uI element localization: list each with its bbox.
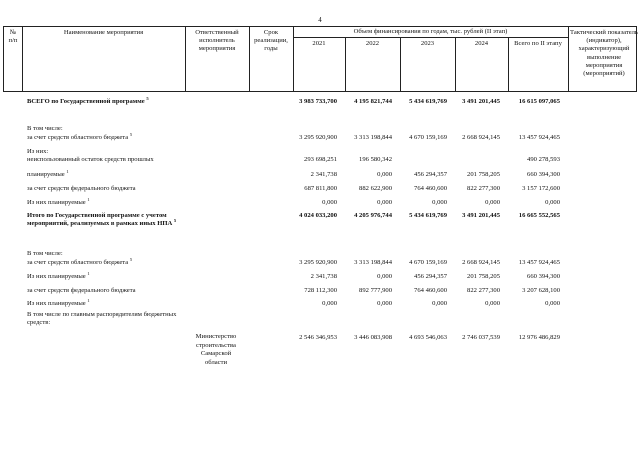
row-value: 3 295 920,900 xyxy=(299,259,337,266)
row-value: 201 758,205 xyxy=(467,273,500,280)
row-value: 5 434 619,769 xyxy=(409,212,447,219)
ministry-value-2024: 2 746 037,539 xyxy=(462,334,500,341)
row-label-text: ВСЕГО по Государственной программе xyxy=(27,98,145,105)
row-label xyxy=(27,156,197,164)
row-value: 4 205 976,744 xyxy=(354,212,392,219)
row-value: 16 615 097,065 xyxy=(518,98,560,105)
row-value: 0,000 xyxy=(377,199,392,206)
row-label xyxy=(27,311,177,327)
row-value: 201 758,205 xyxy=(467,171,500,178)
row-value: 2 668 924,145 xyxy=(462,259,500,266)
row-label-text: Из них: xyxy=(27,148,49,155)
row-label-text: за счет средств федерального бюджета xyxy=(27,185,136,192)
row-value: 13 457 924,465 xyxy=(518,134,560,141)
row-value: 0,000 xyxy=(322,199,337,206)
footnote-marker: 1 xyxy=(87,270,90,276)
header-total: Всего по II этапу xyxy=(514,40,562,47)
header-executor: Ответственный исполнитель мероприятия xyxy=(195,29,239,53)
row-value: 0,000 xyxy=(432,300,447,307)
row-value: 3 313 198,844 xyxy=(354,259,392,266)
row-value: 0,000 xyxy=(322,300,337,307)
footnote-marker: 1 xyxy=(66,168,69,174)
row-value: 764 460,600 xyxy=(414,185,447,192)
footnote-marker: 5 xyxy=(173,217,177,223)
row-label xyxy=(27,250,197,258)
ministry-value-2022: 3 446 083,908 xyxy=(354,334,392,341)
footnote-marker: 5 xyxy=(129,131,133,137)
ministry-value-total: 12 976 486,829 xyxy=(518,334,560,341)
row-label-text: В том числе: xyxy=(27,125,63,132)
row-value: 13 457 924,465 xyxy=(518,259,560,266)
ministry-value-2023: 4 693 546,063 xyxy=(409,334,447,341)
row-value: 660 394,300 xyxy=(527,171,560,178)
header-term: Срок реализации, годы xyxy=(254,29,288,53)
row-value: 660 394,300 xyxy=(527,273,560,280)
row-label-text: за счет средств областного бюджета xyxy=(27,134,129,141)
row-value: 16 665 552,565 xyxy=(518,212,560,219)
footnote-marker: 1 xyxy=(87,196,90,202)
row-value: 3 295 920,900 xyxy=(299,134,337,141)
row-label xyxy=(27,148,197,156)
row-label-text: Итого по Государственной программе с учетом мероприятий, реализуемых в рамках иных НПА xyxy=(27,212,173,227)
row-label-text: В том числе по главным распорядителям бюджетных средств: xyxy=(27,311,177,326)
row-value: 456 294,357 xyxy=(414,273,447,280)
table-header xyxy=(3,26,637,92)
row-value: 456 294,357 xyxy=(414,171,447,178)
row-label-text: В том числе: xyxy=(27,250,63,257)
header-num: № п/п xyxy=(8,29,18,45)
row-label-text: планируемые xyxy=(27,171,65,178)
row-value: 3 313 198,844 xyxy=(354,134,392,141)
row-value: 687 811,800 xyxy=(304,185,337,192)
row-value: 0,000 xyxy=(377,273,392,280)
header-year-2024: 2024 xyxy=(474,40,489,47)
row-value: 0,000 xyxy=(377,171,392,178)
row-value: 3 983 733,700 xyxy=(299,98,337,105)
row-value: 728 112,300 xyxy=(304,287,337,294)
row-value: 5 434 619,769 xyxy=(409,98,447,105)
row-label-text: Из них планируемые xyxy=(27,273,86,280)
row-label xyxy=(27,95,197,106)
row-label xyxy=(27,297,197,308)
ministry-value-2021: 2 546 346,953 xyxy=(299,334,337,341)
row-value: 293 698,251 xyxy=(304,156,337,163)
row-value: 2 341,738 xyxy=(310,273,337,280)
row-value: 822 277,300 xyxy=(467,287,500,294)
row-label xyxy=(27,196,197,207)
row-value: 3 157 172,600 xyxy=(522,185,560,192)
footnote-marker: 5 xyxy=(146,95,149,101)
row-label xyxy=(27,270,197,281)
row-value: 3 207 628,100 xyxy=(522,287,560,294)
row-value: 892 777,900 xyxy=(359,287,392,294)
row-value: 0,000 xyxy=(432,199,447,206)
row-label-text: за счет средств федерального бюджета xyxy=(27,287,136,294)
row-value: 0,000 xyxy=(545,199,560,206)
row-value: 2 341,738 xyxy=(310,171,337,178)
row-label-text: неиспользованный остаток средств прошлых xyxy=(27,156,154,163)
row-value: 0,000 xyxy=(485,199,500,206)
row-value: 0,000 xyxy=(485,300,500,307)
row-label xyxy=(27,185,197,193)
row-label xyxy=(27,125,197,133)
row-label-text: за счет средств областного бюджета xyxy=(27,259,129,266)
row-label xyxy=(27,168,197,179)
row-label xyxy=(27,212,185,228)
row-value: 3 491 201,445 xyxy=(462,98,500,105)
footnote-marker: 5 xyxy=(129,256,133,262)
page-number: 4 xyxy=(318,16,322,24)
row-label xyxy=(27,287,197,295)
row-value: 196 580,342 xyxy=(359,156,392,163)
header-year-2021: 2021 xyxy=(312,40,326,47)
row-value: 490 278,593 xyxy=(527,156,560,163)
row-value: 3 491 201,445 xyxy=(462,212,500,219)
row-value: 882 622,900 xyxy=(359,185,392,192)
header-year-2023: 2023 xyxy=(420,40,435,47)
row-label-text: Из них планируемые xyxy=(27,199,86,206)
header-year-2022: 2022 xyxy=(365,40,380,47)
row-value: 764 460,600 xyxy=(414,287,447,294)
header-indicator: Тактический показатель (индикатор), характеризующий выполнение мероприятия (мероприятий) xyxy=(570,29,638,78)
header-funding: Объем финансирования по годам, тыс. рублей (II этап) xyxy=(353,28,508,35)
row-value: 2 668 924,145 xyxy=(462,134,500,141)
row-label-text: Из них планируемые xyxy=(27,300,86,307)
row-label xyxy=(27,256,197,267)
row-value: 4 024 033,200 xyxy=(299,212,337,219)
ministry-name: Министерство строительства Самарской области xyxy=(195,333,237,366)
row-value: 4 670 159,169 xyxy=(409,134,447,141)
footnote-marker: 1 xyxy=(87,297,90,303)
row-label xyxy=(27,131,197,142)
row-value: 0,000 xyxy=(545,300,560,307)
row-value: 4 670 159,169 xyxy=(409,259,447,266)
row-value: 0,000 xyxy=(377,300,392,307)
header-name: Наименование мероприятия xyxy=(63,29,144,36)
row-value: 4 195 821,744 xyxy=(354,98,392,105)
row-value: 822 277,300 xyxy=(467,185,500,192)
